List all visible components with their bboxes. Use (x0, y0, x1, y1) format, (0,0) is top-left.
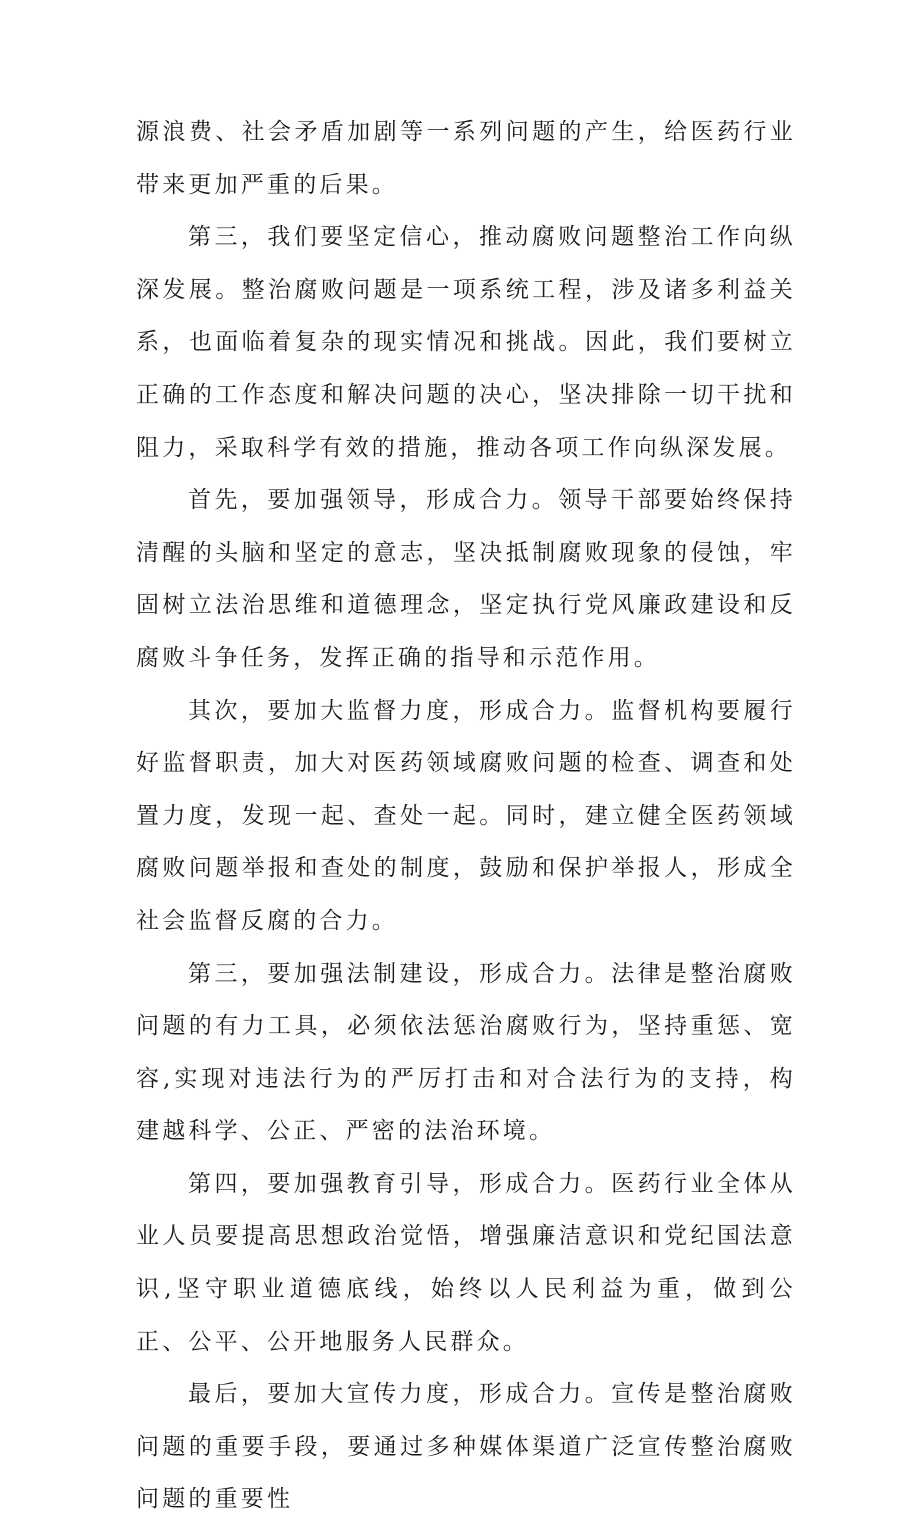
paragraph-2: 第三，我们要坚定信心，推动腐败问题整治工作向纵深发展。整治腐败问题是一项系统工程，涉及诸多利益关系，也面临着复杂的现实情况和挑战。因此，我们要树立正确的工作态度和解决问题的决心，坚决排除一切干扰和阻力，采取科学有效的措施，推动各项工作向纵深发展。 (136, 224, 796, 461)
paragraph-7: 最后，要加大宣传力度，形成合力。宣传是整治腐败问题的重要手段，要通过多种媒体渠道广泛宣传整治腐败问题的重要性 (136, 1381, 796, 1513)
paragraph-4: 其次，要加大监督力度，形成合力。监督机构要履行好监督职责，加大对医药领域腐败问题的检查、调查和处置力度，发现一起、查处一起。同时，建立健全医药领域腐败问题举报和查处的制度，鼓励和保护举报人，形成全社会监督反腐的合力。 (136, 697, 796, 934)
paragraph-1: 源浪费、社会矛盾加剧等一系列问题的产生，给医药行业带来更加严重的后果。 (136, 119, 796, 198)
paragraph-5: 第三，要加强法制建设，形成合力。法律是整治腐败问题的有力工具，必须依法惩治腐败行为，坚持重惩、宽容,实现对违法行为的严厉打击和对合法行为的支持，构建越科学、公正、严密的法治环境。 (136, 960, 796, 1145)
paragraph-6: 第四，要加强教育引导，形成合力。医药行业全体从业人员要提高思想政治觉悟，增强廉洁意识和党纪国法意识,坚守职业道德底线，始终以人民利益为重，做到公正、公平、公开地服务人民群众。 (136, 1170, 796, 1355)
paragraph-3: 首先，要加强领导，形成合力。领导干部要始终保持清醒的头脑和坚定的意志，坚决抵制腐败现象的侵蚀，牢固树立法治思维和道德理念，坚定执行党风廉政建设和反腐败斗争任务，发挥正确的指导和示范作用。 (136, 487, 796, 671)
body-text (136, 106, 796, 1526)
